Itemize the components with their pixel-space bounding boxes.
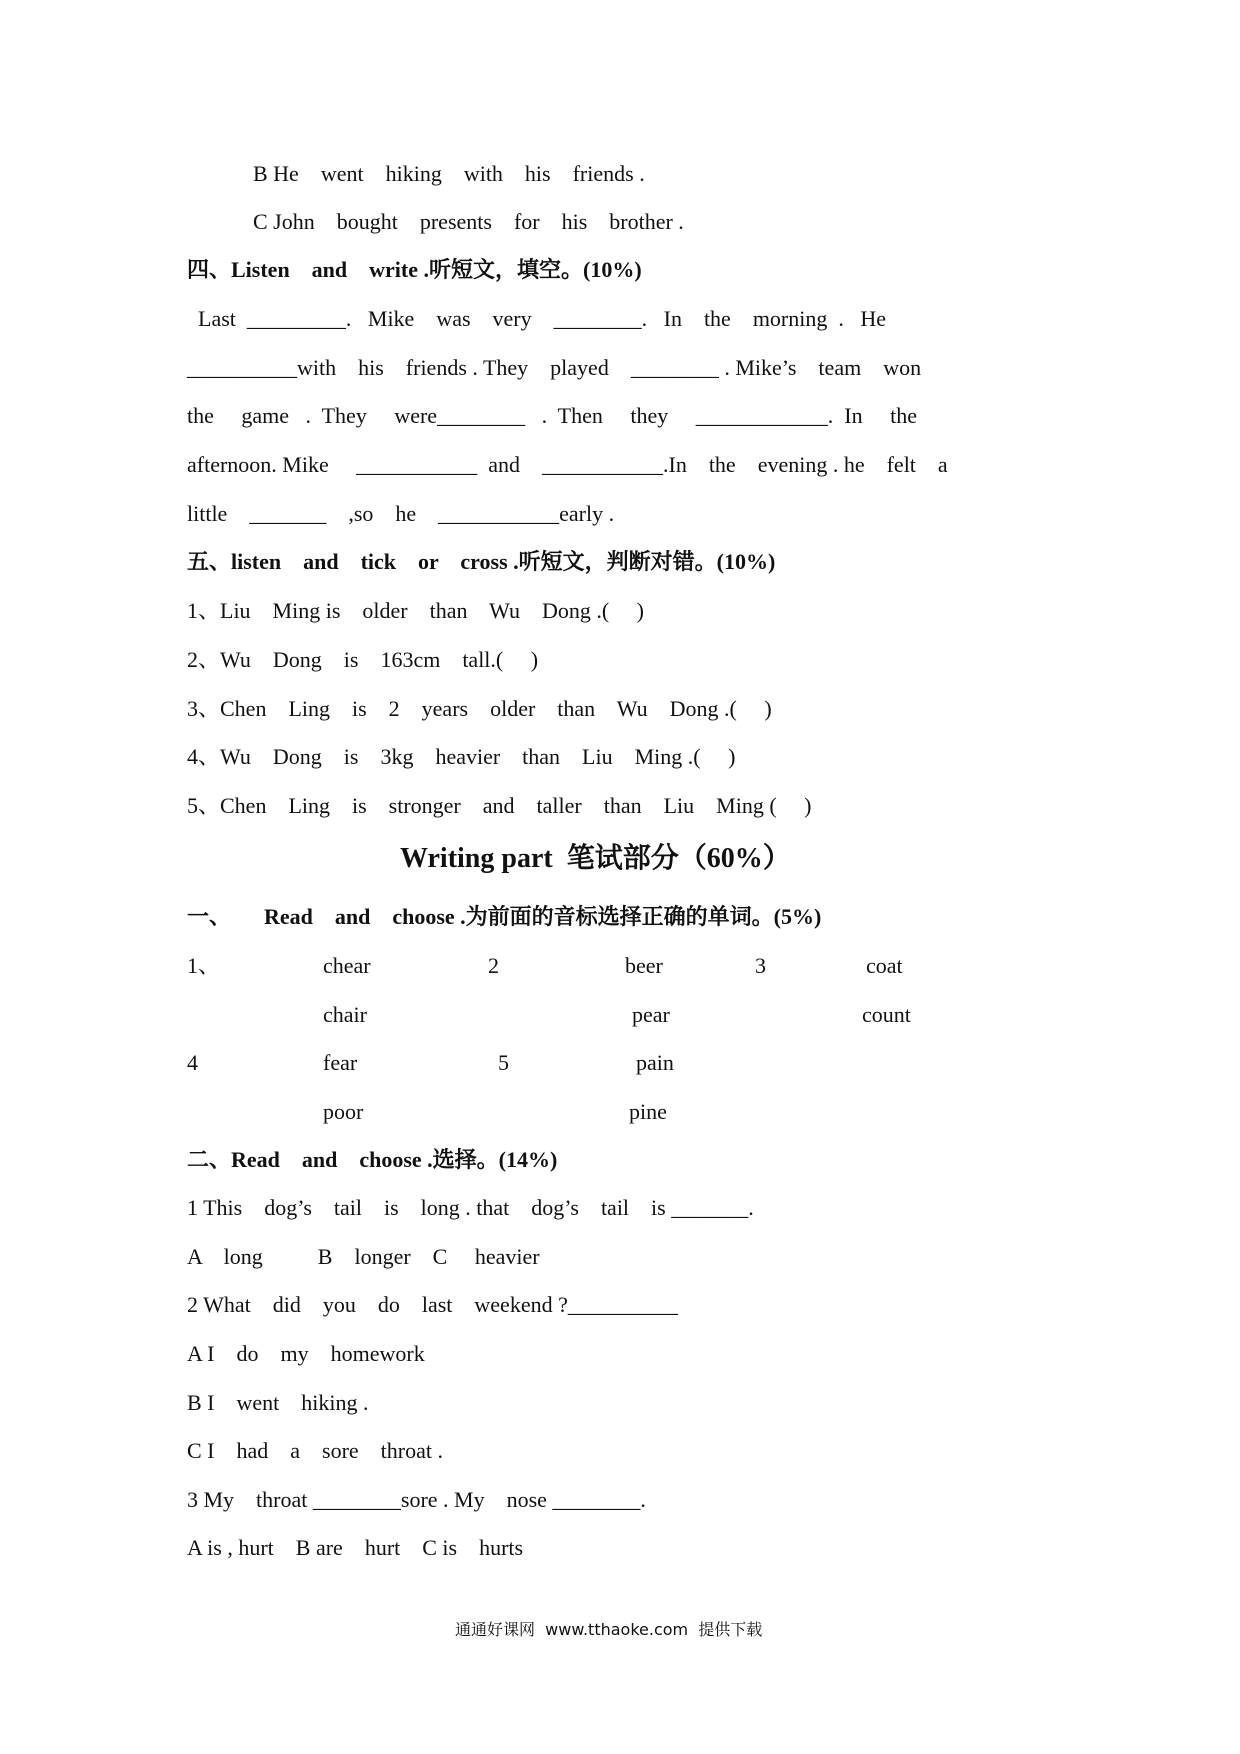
footer-credit: 通通好课网 www.tthaoke.com 提供下载 bbox=[455, 1620, 763, 1639]
choice-line: B I went hiking . bbox=[187, 1390, 369, 1415]
tick-item: 2、Wu Dong is 163cm tall.( ) bbox=[187, 647, 539, 672]
option-b: B He went hiking with his friends . bbox=[253, 161, 645, 186]
word-option: pine bbox=[629, 1099, 667, 1124]
word-option: pain bbox=[636, 1050, 674, 1075]
tick-item: 3、Chen Ling is 2 years older than Wu Dong .( ) bbox=[187, 696, 772, 721]
choice-line: A long B longer C heavier bbox=[187, 1244, 540, 1269]
option-c: C John bought presents for his brother . bbox=[253, 209, 684, 234]
question-number: 1、 bbox=[187, 953, 221, 978]
word-option: fear bbox=[323, 1050, 358, 1075]
word-option: pear bbox=[632, 1002, 670, 1027]
writing-part-title: Writing part 笔试部分（60%） bbox=[400, 843, 791, 874]
passage-line: afternoon. Mike ___________ and ___________.In the evening . he felt a bbox=[187, 452, 948, 477]
writing-2-heading: 二、Read and choose .选择。(14%) bbox=[187, 1147, 558, 1172]
word-option: chear bbox=[323, 953, 371, 978]
choice-line: 2 What did you do last weekend ?__________ bbox=[187, 1292, 678, 1317]
tick-item: 4、Wu Dong is 3kg heavier than Liu Ming .( ) bbox=[187, 744, 736, 769]
word-option: coat bbox=[866, 953, 903, 978]
passage-line: __________with his friends . They played ________ . Mike’s team won bbox=[187, 355, 922, 380]
word-option: count bbox=[862, 1002, 911, 1027]
tick-item: 1、Liu Ming is older than Wu Dong .( ) bbox=[187, 598, 645, 623]
writing-1-heading: 一、 Read and choose .为前面的音标选择正确的单词。(5%) bbox=[187, 904, 822, 929]
passage-line: the game . They were________ . Then they ____________. In the bbox=[187, 403, 917, 428]
word-option: poor bbox=[323, 1099, 364, 1124]
choice-line: 3 My throat ________sore . My nose ________. bbox=[187, 1487, 646, 1512]
passage-line: little _______ ,so he ___________early . bbox=[187, 501, 615, 526]
choice-line: C I had a sore throat . bbox=[187, 1438, 443, 1463]
tick-item: 5、Chen Ling is stronger and taller than Liu Ming ( ) bbox=[187, 793, 812, 818]
choice-line: 1 This dog’s tail is long . that dog’s tail is _______. bbox=[187, 1195, 754, 1220]
word-option: chair bbox=[323, 1002, 367, 1027]
word-option: beer bbox=[625, 953, 663, 978]
question-number: 2 bbox=[488, 953, 499, 978]
question-number: 3 bbox=[755, 953, 766, 978]
passage-line: Last _________. Mike was very ________. In the morning . He bbox=[187, 306, 887, 331]
choice-line: A I do my homework bbox=[187, 1341, 425, 1366]
question-number: 5 bbox=[498, 1050, 509, 1075]
section-5-heading: 五、listen and tick or cross .听短文，判断对错。(10%) bbox=[187, 549, 776, 574]
question-number: 4 bbox=[187, 1050, 198, 1075]
choice-line: A is , hurt B are hurt C is hurts bbox=[187, 1535, 524, 1560]
section-4-heading: 四、Listen and write .听短文，填空。(10%) bbox=[187, 257, 642, 282]
